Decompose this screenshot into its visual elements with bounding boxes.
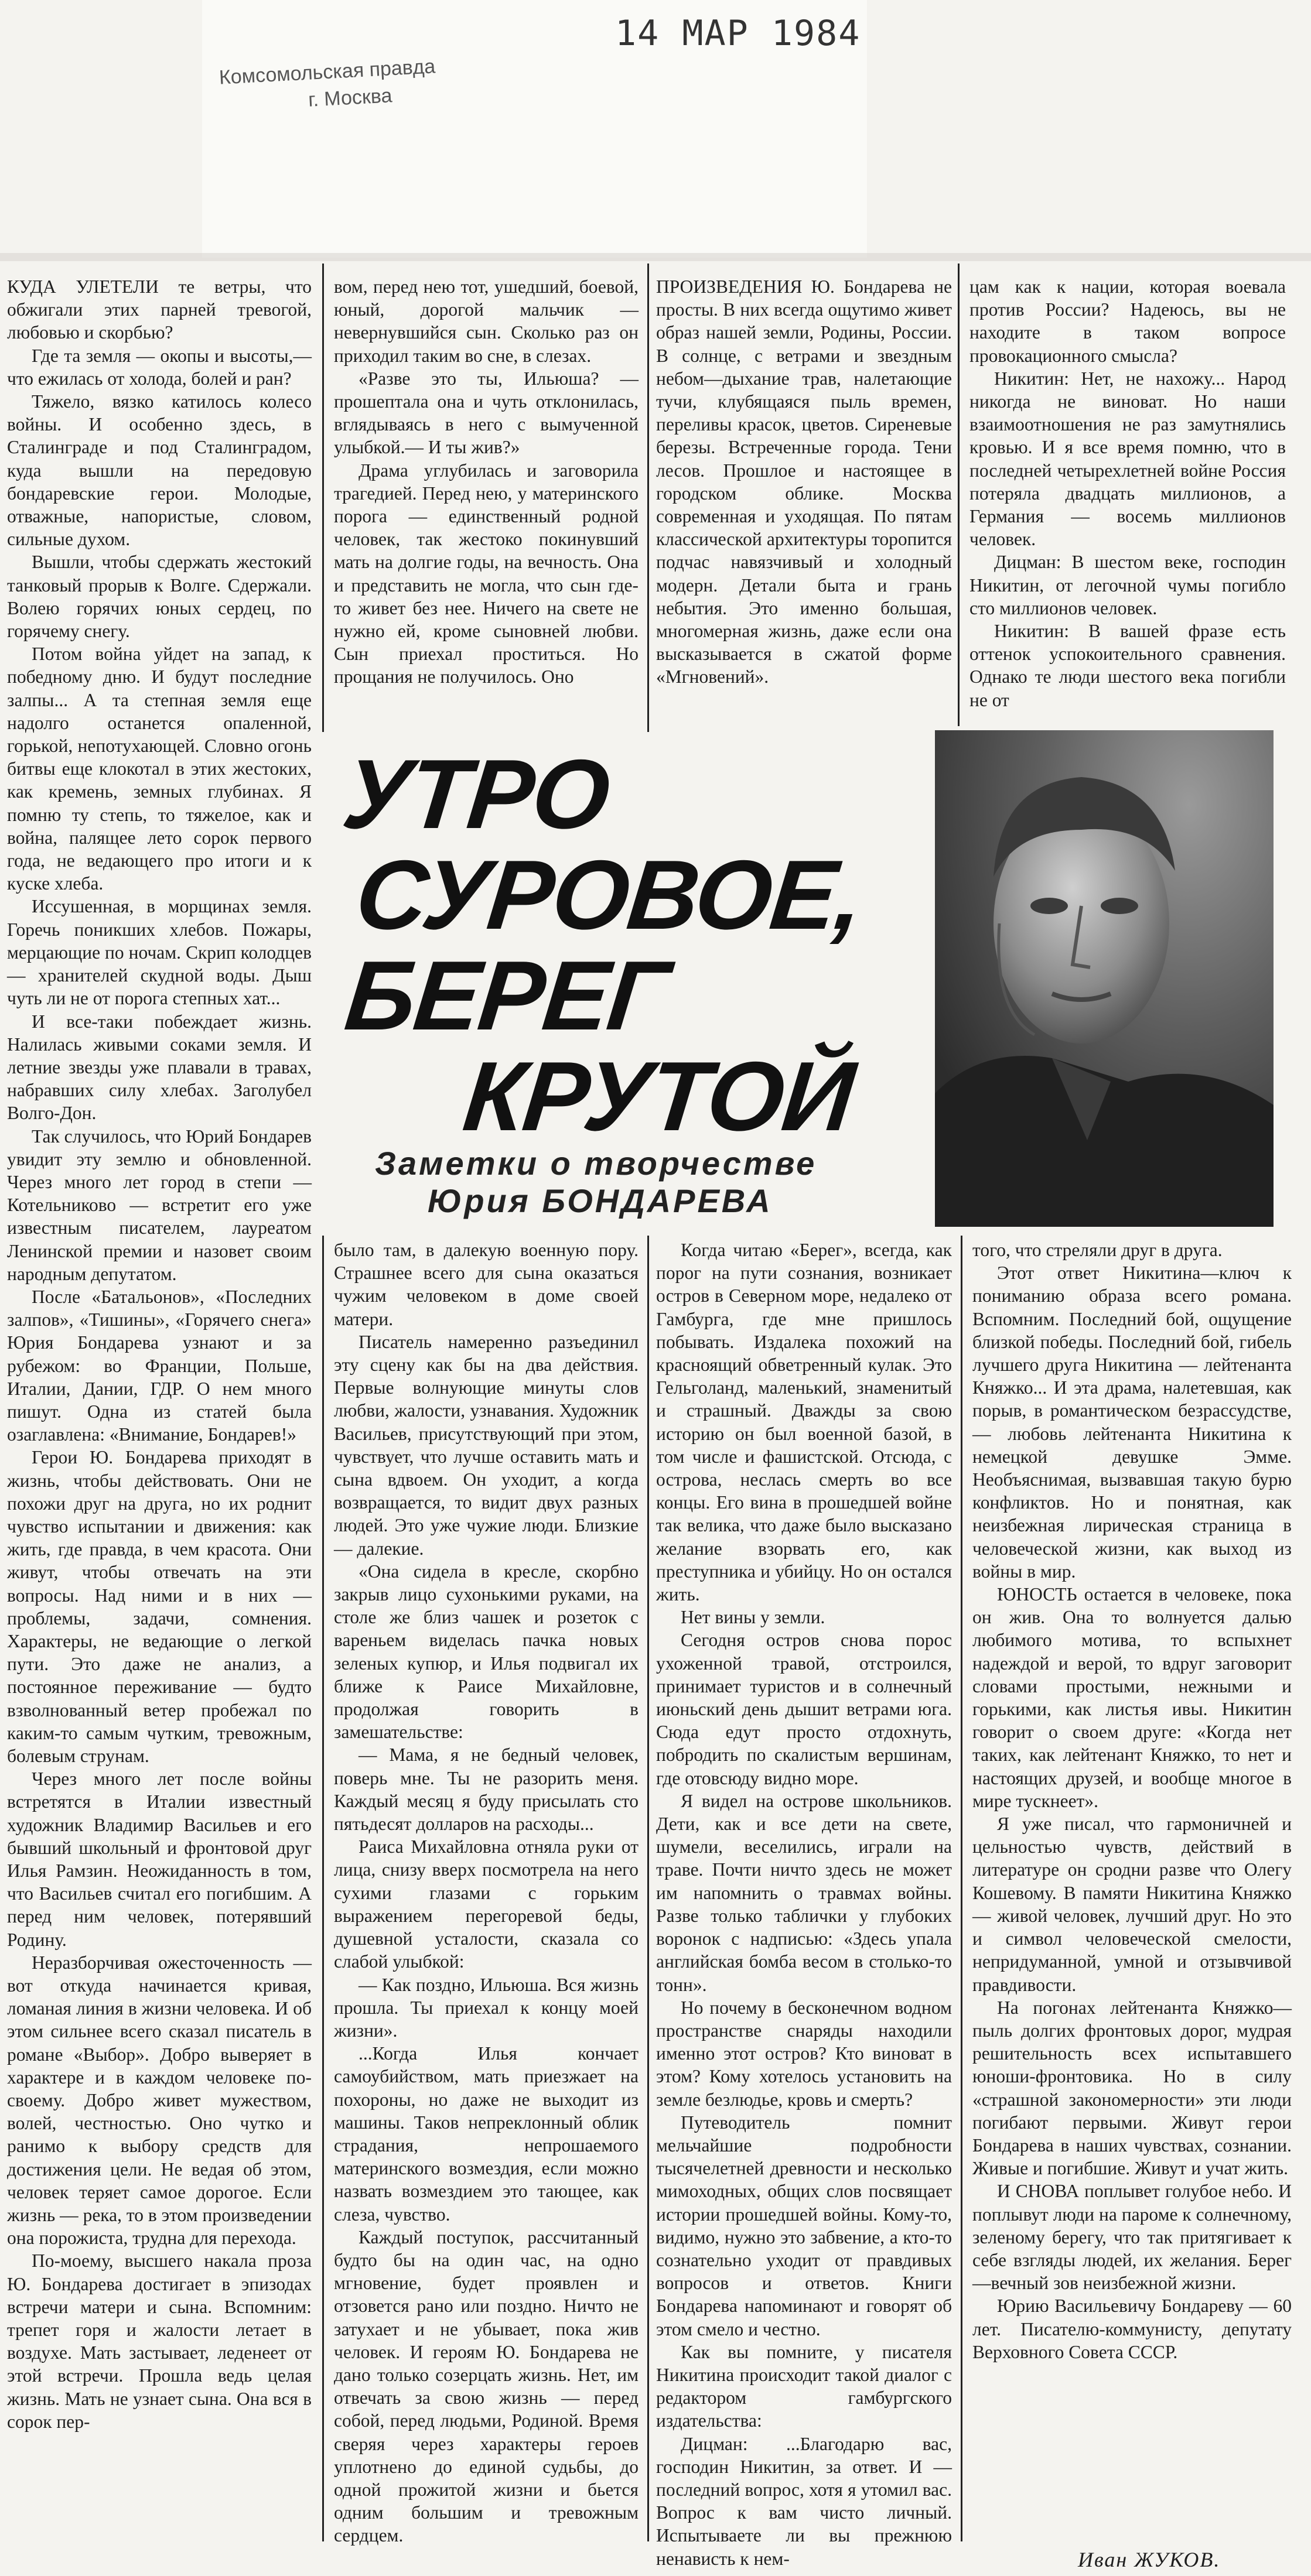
paragraph: ЮНОСТЬ остается в человеке, пока он жив. Она то волнуется далью любимого мотива, то вспыхнет надеждой и верой, то вдруг заговорит словами простыми, нежными и горькими, как листья ивы. Никитин говорит о своем друге: «Когда нет таких, как лейтенант Княжко, то нет и настоящих друзей, и вообще многое в мире тускнеет». [972, 1584, 1292, 1811]
column-rule [647, 1236, 649, 2541]
column-rule [958, 264, 960, 726]
paragraph: цам как к нации, которая воевала против России? Надеюсь, вы не находите в таком вопросе провокационного смысла? [969, 276, 1286, 366]
paragraph: Дицман: ...Благодарю вас, господин Никитин, за ответ. И — последний вопрос, хотя я утомил вас. Вопрос к вам чисто личный. Испытываете ли вы прежнюю ненависть к нем- [656, 2433, 952, 2569]
author-portrait-photo [935, 730, 1274, 1227]
paragraph: Путеводитель помнит мельчайшие подробности тысячелетней древности и несколько мимоходных, общих слов посвящает истории прошедшей войны. Кому-то, видимо, нужно это забвение, а кто-то сознательно уходит от правдивых вопросов и ответов. Книги Бондарева напоминают и говорят об этом смело и честно. [656, 2112, 952, 2339]
paragraph: ПРОИЗВЕДЕНИЯ Ю. Бондарева не просты. В них всегда ощутимо живет образ нашей земли, Родины, России. В солнце, с ветрами и звездным небом—дыхание трав, налетающие тучи, клубящаяся пыль времен, переливы красок, цветов. Сиреневые березы. Встреченные города. Тени лесов. Прошлое и настоящее в городском облике. Москва современная и уходящая. По пятам классической архитектуры торопится подчас навязчивый и холодный модерн. Детали быта и грань небытия. Это именно большая, многомерная жизнь, даже если она высказывается в сжатой форме «Мгновений». [656, 276, 952, 687]
paragraph: Я уже писал, что гармоничней и цельностью чувств, действий в литературе он сродни разве что Олегу Кошевому. В памяти Никитина Княжко — живой человек, лучший друг. Но это и символ человеческой смелости, непридуманной, умной и отзывчивой правдивости. [972, 1814, 1292, 1995]
paragraph: Через много лет после войны встретятся в Италии известный художник Владимир Васильев и его бывший школьный и фронтовой друг Илья Рамзин. Неожиданность в том, что Васильев считал его погибшим. А перед ним человек, потерявший Родину. [7, 1768, 312, 1950]
paragraph: Никитин: Нет, не нахожу... Народ никогда не виноват. Но наши взаимоотношения не раз замутнялись кровью. И я все время помню, что в последней четырехлетней войне Россия потеряла двадцать миллионов, а Германия — восемь миллионов человек. [969, 368, 1286, 550]
column-4-top [969, 275, 1286, 711]
paragraph: Сегодня остров снова порос ухоженной травой, отстроился, принимает туристов и в солнечный июньский день дышит ветрами юга. Сюда едут просто отдохнуть, побродить по скалистым вершинам, где отовсюду видно море. [656, 1630, 952, 1788]
paragraph: ...Когда Илья кончает самоубийством, мать приезжает на похороны, но даже не выходит из машины. Таков непреклонный облик страдания, непрошаемого материнского возмездия, если можно назвать возмездием это тающее, как слеза, чувство. [334, 2043, 639, 2225]
paragraph: Потом война уйдет на запад, к победному дню. И будут последние залпы... А та степная земля еще надолго останется опаленной, горькой, непотухающей. Словно огонь битвы еще клокотал в этих жестоких, как кремень, земных глубинах. Я помню ту степь, то тяжелое, как и война, палящее лето сорок первого года, не ведающего про итоги и к куске хлеба. [7, 644, 312, 894]
article-subtitle [375, 1145, 937, 1220]
paragraph: Где та земля — окопы и высоты,— что ежилась от холода, болей и ран? [7, 345, 312, 389]
source-stamp [218, 53, 438, 118]
column-rule [647, 264, 649, 732]
headline-line: УТРО [338, 739, 614, 849]
headline-line: КРУТОЙ [459, 1041, 859, 1151]
source-stamp-line2: г. Москва [308, 84, 393, 111]
paragraph: Нет вины у земли. [681, 1607, 825, 1628]
column-4-bottom [972, 1239, 1292, 2363]
paragraph: Юрию Васильевичу Бондареву — 60 лет. Писателю-коммунисту, депутату Верховного Совета СССР. [972, 2296, 1292, 2362]
paragraph: После «Батальонов», «Последних залпов», «Тишины», «Горячего снега» Юрия Бондарева узнают и за рубежом: во Франции, Польше, Италии, Дании, ГДР. О нем много пишут. Одна из статей была озаглавлена: «Внимание, Бондарев!» [7, 1286, 312, 1445]
paragraph: Герои Ю. Бондарева приходят в жизнь, чтобы действовать. Они не похожи друг на друга, но их роднит чувство испытании и движения: как жить, где правда, в чем красота. Они живут, чтобы отвечать на эти вопросы. Над ними и в них — проблемы, задачи, сомнения. Характеры, не ведающие о легкой пути. Это даже не анализ, а постоянное переживание — будто взволнованный ветер пробежал по каким-то самым чутким, тревожным, болевым струнам. [7, 1447, 312, 1766]
column-3-top [656, 275, 952, 689]
paragraph: Но почему в бесконечном водном пространстве снаряды находили именно этот остров? Кто виноват в этом? Кому хотелось установить на земле безлюдье, кровь и смерть? [656, 1997, 952, 2110]
column-3-bottom [656, 1239, 952, 2570]
paragraph: На погонах лейтенанта Княжко—пыль долгих фронтовых дорог, мудрая решительность всех испытавшего юноши-фронтовика. Но в силу «страшной закономерности» эти люди погибают первыми. Живут герои Бондарева в наших чувствах, сознании. Живые и погибшие. Живут и учат жить. [972, 1997, 1292, 2179]
paragraph: Писатель намеренно разъединил эту сцену как бы на два действия. Первые волнующие минуты слов любви, жалости, узнавания. Художник Васильев, присутствующий при этом, чувствует, что лучше оставить мать и сына вдвоем. Он уходит, а когда возвращается, то видит двух разных людей. Это уже чужие люди. Близкие — далекие. [334, 1331, 639, 1559]
paragraph: Никитин: В вашей фразе есть оттенок успокоительного сравнения. Однако те люди шестого века погибли не от [969, 621, 1286, 710]
paragraph: Неразборчивая ожесточенность — вот откуда начинается кривая, ломаная линия в жизни человека. И об этом сильнее всего сказал писатель в романе «Выбор». Добро выверяет в характере и в каждом человеке по-своему. Добро живет мужеством, волей, честностью. Оно чутко и ранимо к выбору средств для достижения цели. Не ведая об этом, человек теряет самое дорогое. Если жизнь — река, то в этом произведении она порожиста, трудна для перехода. [7, 1952, 312, 2249]
column-rule [322, 264, 324, 732]
column-rule [322, 1236, 324, 2541]
paragraph: И СНОВА поплывет голубое небо. И поплывут люди на пароме к солнечному, зеленому берегу, что так притягивает к себе взгляды людей, их желания. Берег—вечный зов неизбежной жизни. [972, 2181, 1292, 2294]
paragraph: — Мама, я не бедный человек, поверь мне. Ты не разорить меня. Каждый месяц я буду присылать сто пятьдесят долларов на расходы... [334, 1744, 639, 1835]
column-1 [7, 275, 312, 2433]
clipping-edge [0, 253, 1311, 261]
source-stamp-line1: Комсомольская правда [218, 55, 436, 89]
paragraph: Раиса Михайловна отняла руки от лица, снизу вверх посмотрела на него сухими глазами с горьким выражением перегоревой беды, душевной усталости, сказала со слабой улыбкой: [334, 1836, 639, 1972]
column-rule [961, 1236, 962, 2541]
portrait-image [935, 730, 1274, 1227]
paragraph: «Разве это ты, Ильюша? — прошептала она и чуть отклонилась, вглядываясь в него с вымученной улыбкой.— И ты жив?» [334, 368, 639, 458]
paragraph: было там, в далекую военную пору. Страшнее всего для сына оказаться чужим человеком в доме своей матери. [334, 1240, 639, 1329]
paragraph: Дицман: В шестом веке, господин Никитин, от легочной чумы погибло сто миллионов человек. [969, 552, 1286, 618]
column-2-top [334, 275, 639, 689]
headline-line: БЕРЕГ [340, 940, 674, 1051]
paragraph: По-моему, высшего накала проза Ю. Бондарева достигает в эпизодах встречи матери и сына. Вспомним: трепет горя и жалости летает в воздухе. Мать застывает, леденеет от этой встречи. Прошла ведь целая жизнь. Мать не узнает сына. Она вся в сорок пер- [7, 2250, 312, 2432]
date-stamp: 14 МАР 1984 [615, 13, 861, 54]
paragraph: того, что стреляли друг в друга. [972, 1240, 1223, 1260]
paragraph: Так случилось, что Юрий Бондарев увидит эту землю и обновленной. Через много лет город в степи — Котельниково — встретит его уже известным писателем, лауреатом Ленинской премии и назовет своим народным депутатом. [7, 1125, 312, 1284]
paragraph: Тяжело, вязко катилось колесо войны. И особенно здесь, в Сталинграде и под Сталинградом, куда вышли на передовую бондаревские герои. Молодые, отважные, напористые, словом, сильные духом. [7, 391, 312, 550]
paragraph: И все-таки побеждает жизнь. Налилась живыми соками земля. И летние звезды уже плавали в травах, набравших силу хлебах. Заголубел Волго-Дон. [7, 1011, 312, 1124]
paragraph: Драма углубилась и заговорила трагедией. Перед нею, у материнского порога — единственный родной человек, так жестоко покинувший мать на долгие годы, на вечность. Она и представить не могла, что сын где-то живет без нее. Ничего на свете не нужно ей, кроме сыновней любви. Сын приехал проститься. Но прощания не получилось. Оно [334, 460, 639, 687]
paragraph: — Как поздно, Ильюша. Вся жизнь прошла. Ты приехал к концу моей жизни». [334, 1974, 639, 2041]
paragraph: вом, перед нею тот, ушедший, боевой, юный, дорогой мальчик — невернувшийся сын. Сколько раз он приходил таким во сне, в слезах. [334, 276, 639, 366]
paragraph: «Она сидела в кресле, скорбно закрыв лицо сухонькими руками, на столе же близ чашек и розеток с вареньем виделась пачка новых зеленых купюр, и Илья подвигал их ближе к Раисе Михайловне, продолжая говорить в замешательстве: [334, 1561, 639, 1743]
paragraph: Я видел на острове школьников. Дети, как и все дети на свете, шумели, веселились, играли на траве. Почти ничто здесь не может им напомнить о травмах войны. Разве только таблички у глубоких воронок с надписью: «Здесь упала английская бомба весом в столько-то тонн». [656, 1790, 952, 1995]
paragraph: Вышли, чтобы сдержать жестокий танковый прорыв к Волге. Сдержали. Волею горячих юных сердец, по горячему снегу. [7, 552, 312, 642]
article-headline [307, 739, 958, 1151]
author-signature: Иван ЖУКОВ. [1078, 2548, 1221, 2571]
paragraph: КУДА УЛЕТЕЛИ те ветры, что обжигали этих парней тревогой, любовью и скорбью? [7, 276, 312, 343]
paragraph: Иссушенная, в морщинах земля. Горечь поникших хлебов. Пожары, мерцающие по ночам. Скрип колодцев — хранителей скудной воды. Дыш чуть ли не от порога степных хат... [7, 896, 312, 1009]
paragraph: Как вы помните, у писателя Никитина происходит такой диалог с редактором гамбургского издательства: [656, 2341, 952, 2431]
headline-line: СУРОВОЕ, [351, 840, 868, 950]
paragraph: Этот ответ Никитина—ключ к пониманию образа всего романа. Вспомним. Последний бой, ощущение близкой победы. Последний бой, гибель лучшего друга Никитина — лейтенанта Княжко... И эта драма, налетевшая, как порыв, в романтическом безрассудстве, — любовь лейтенанта Никитина к немецкой девушке Эмме. Необъяснимая, вызвавшая такую бурю конфликтов. Но и понятная, как неизбежная лирическая страница в человеческой жизни, как выход из войны в мир. [972, 1263, 1292, 1582]
paragraph: Каждый поступок, рассчитанный будто бы на один час, на одно мгновение, будет проявлен и отзовется рано или поздно. Ничто не затухает и не убывает, пока жив человек. И героям Ю. Бондарева не дано только созерцать жизнь. Нет, им отвечать за свою жизнь — перед собой, перед людьми, Родиной. Время сверяя через характеры героев уплотнено до единой судьбы, до одной прожитой жизни и бьется одним большим и тревожным сердцем. [334, 2226, 639, 2546]
subtitle-line: Заметки о творчестве [375, 1145, 817, 1182]
subtitle-line: Юрия БОНДАРЕВА [428, 1182, 773, 1219]
column-2-bottom [334, 1239, 639, 2547]
paragraph: Когда читаю «Берег», всегда, как порог на пути сознания, возникает остров в Северном море, недалеко от Гамбурга, где мне пришлось побывать. Издалека похожий на красноящий обветренный кулак. Это Гельголанд, маленький, знаменитый и страшный. Дважды за свою историю он был военной базой, в том числе и фашистской. Отсюда, с острова, неслась смерть во все концы. Его вина в прошедшей войне так велика, что даже было высказано желание взорвать его, как преступника и убийцу. Но он остался жить. [656, 1240, 952, 1605]
